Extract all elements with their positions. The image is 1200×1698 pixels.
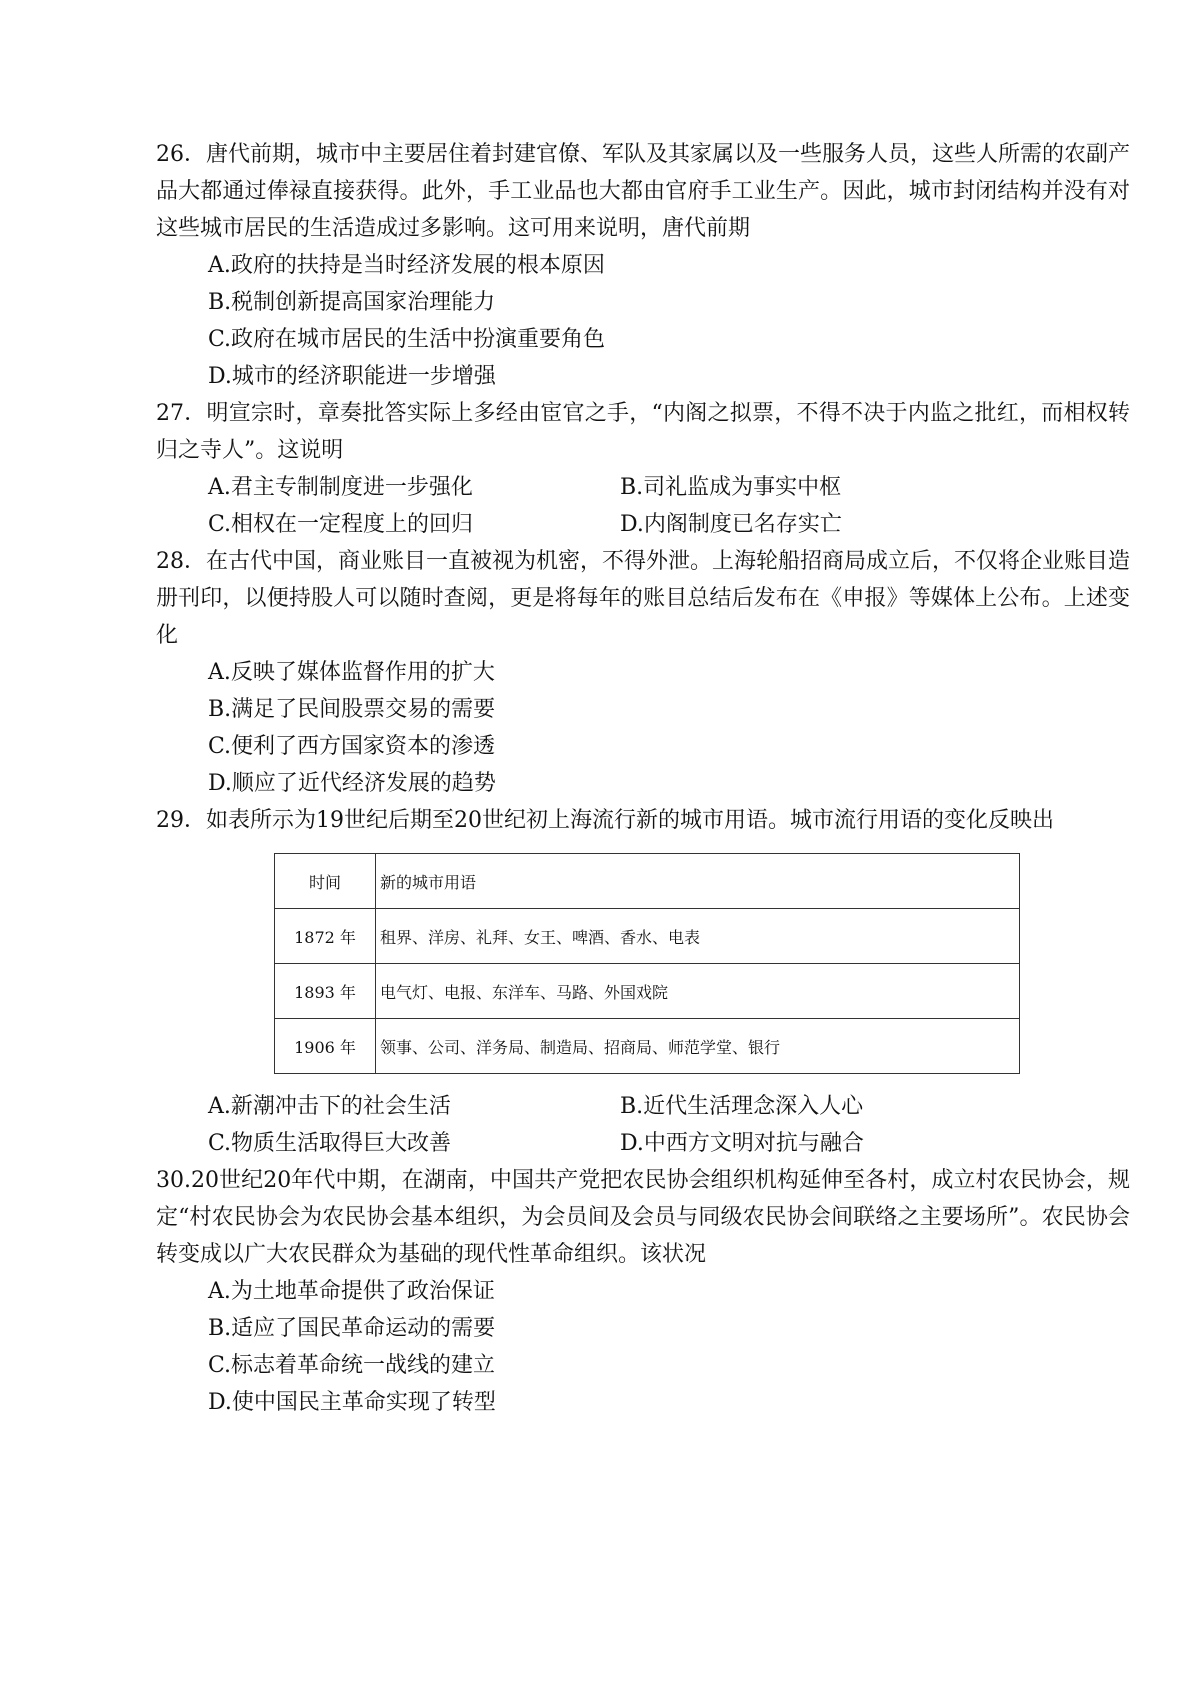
- question-30: [156, 1162, 1130, 1421]
- question-list: [156, 136, 1130, 1421]
- table-cell-year: 1906 年: [275, 1019, 376, 1074]
- options-row: [208, 469, 1130, 506]
- table-header-terms: 新的城市用语: [376, 854, 1020, 909]
- option-c: C.便利了西方国家资本的渗透: [208, 734, 496, 759]
- option-b: B.税制创新提高国家治理能力: [208, 290, 496, 315]
- option-c: C.标志着革命统一战线的建立: [208, 1353, 496, 1378]
- option-c: C.政府在城市居民的生活中扮演重要角色: [208, 327, 606, 352]
- table-header-row: [275, 854, 1020, 909]
- question-27: [156, 395, 1130, 543]
- table-cell-terms: 租界、洋房、礼拜、女王、啤酒、香水、电表: [376, 909, 1020, 964]
- table-cell-terms: 领事、公司、洋务局、制造局、招商局、师范学堂、银行: [376, 1019, 1020, 1074]
- option-d: D.内阁制度已名存实亡: [620, 512, 842, 537]
- question-28-stem: 28．在古代中国，商业账目一直被视为机密，不得外泄。上海轮船招商局成立后，不仅将企业账目造册刊印，以便持股人可以随时查阅，更是将每年的账目总结后发布在《申报》等媒体上公布。上述变化: [156, 549, 1130, 648]
- option-a: A.为土地革命提供了政治保证: [208, 1279, 495, 1304]
- option-a: A.反映了媒体监督作用的扩大: [208, 660, 495, 685]
- options-row: [208, 1125, 1130, 1162]
- option-a: A.君主专制制度进一步强化: [208, 475, 473, 500]
- table-cell-year: 1872 年: [275, 909, 376, 964]
- option-a: A.新潮冲击下的社会生活: [208, 1094, 451, 1119]
- question-28-options: [208, 654, 1130, 802]
- table-cell-year: 1893 年: [275, 964, 376, 1019]
- table-row: [275, 1019, 1020, 1074]
- question-29-options: [208, 1088, 1130, 1162]
- question-29-stem: 29．如表所示为19世纪后期至20世纪初上海流行新的城市用语。城市流行用语的变化反映出: [156, 808, 1054, 833]
- option-c: C.相权在一定程度上的回归: [208, 512, 474, 537]
- option-d: D.使中国民主革命实现了转型: [208, 1390, 496, 1415]
- option-d: D.城市的经济职能进一步增强: [208, 364, 496, 389]
- options-row: [208, 1088, 1130, 1125]
- table-cell-terms: 电气灯、电报、东洋车、马路、外国戏院: [376, 964, 1020, 1019]
- question-26-options: [208, 247, 1130, 395]
- option-c: C.物质生活取得巨大改善: [208, 1131, 452, 1156]
- option-a: A.政府的扶持是当时经济发展的根本原因: [208, 253, 605, 278]
- question-26-stem: 26．唐代前期，城市中主要居住着封建官僚、军队及其家属以及一些服务人员，这些人所需的农副产品大都通过俸禄直接获得。此外，手工业品也大都由官府手工业生产。因此，城市封闭结构并没有对这些城市居民的生活造成过多影响。这可用来说明，唐代前期: [156, 142, 1130, 241]
- question-28: [156, 543, 1130, 802]
- option-b: B.司礼监成为事实中枢: [620, 475, 842, 500]
- question-29: [156, 802, 1130, 1162]
- option-b: B.适应了国民革命运动的需要: [208, 1316, 496, 1341]
- option-d: D.中西方文明对抗与融合: [620, 1131, 864, 1156]
- question-26: [156, 136, 1130, 395]
- table-row: [275, 909, 1020, 964]
- table-header-time: 时间: [275, 854, 376, 909]
- city-terms-table: [274, 853, 1020, 1074]
- question-30-stem: 30.20世纪20年代中期，在湖南，中国共产党把农民协会组织机构延伸至各村，成立村农民协会，规定“村农民协会为农民协会基本组织，为会员间及会员与同级农民协会间联络之主要场所”。农民协会转变成以广大农民群众为基础的现代性革命组织。该状况: [156, 1168, 1130, 1267]
- option-b: B.满足了民间股票交易的需要: [208, 697, 496, 722]
- question-27-stem: 27．明宣宗时，章奏批答实际上多经由宦官之手，“内阁之拟票，不得不决于内监之批红，而相权转归之寺人”。这说明: [156, 401, 1130, 463]
- option-b: B.近代生活理念深入人心: [620, 1094, 864, 1119]
- option-d: D.顺应了近代经济发展的趋势: [208, 771, 496, 796]
- question-30-options: [208, 1273, 1130, 1421]
- options-row: [208, 506, 1130, 543]
- table-row: [275, 964, 1020, 1019]
- question-27-options: [208, 469, 1130, 543]
